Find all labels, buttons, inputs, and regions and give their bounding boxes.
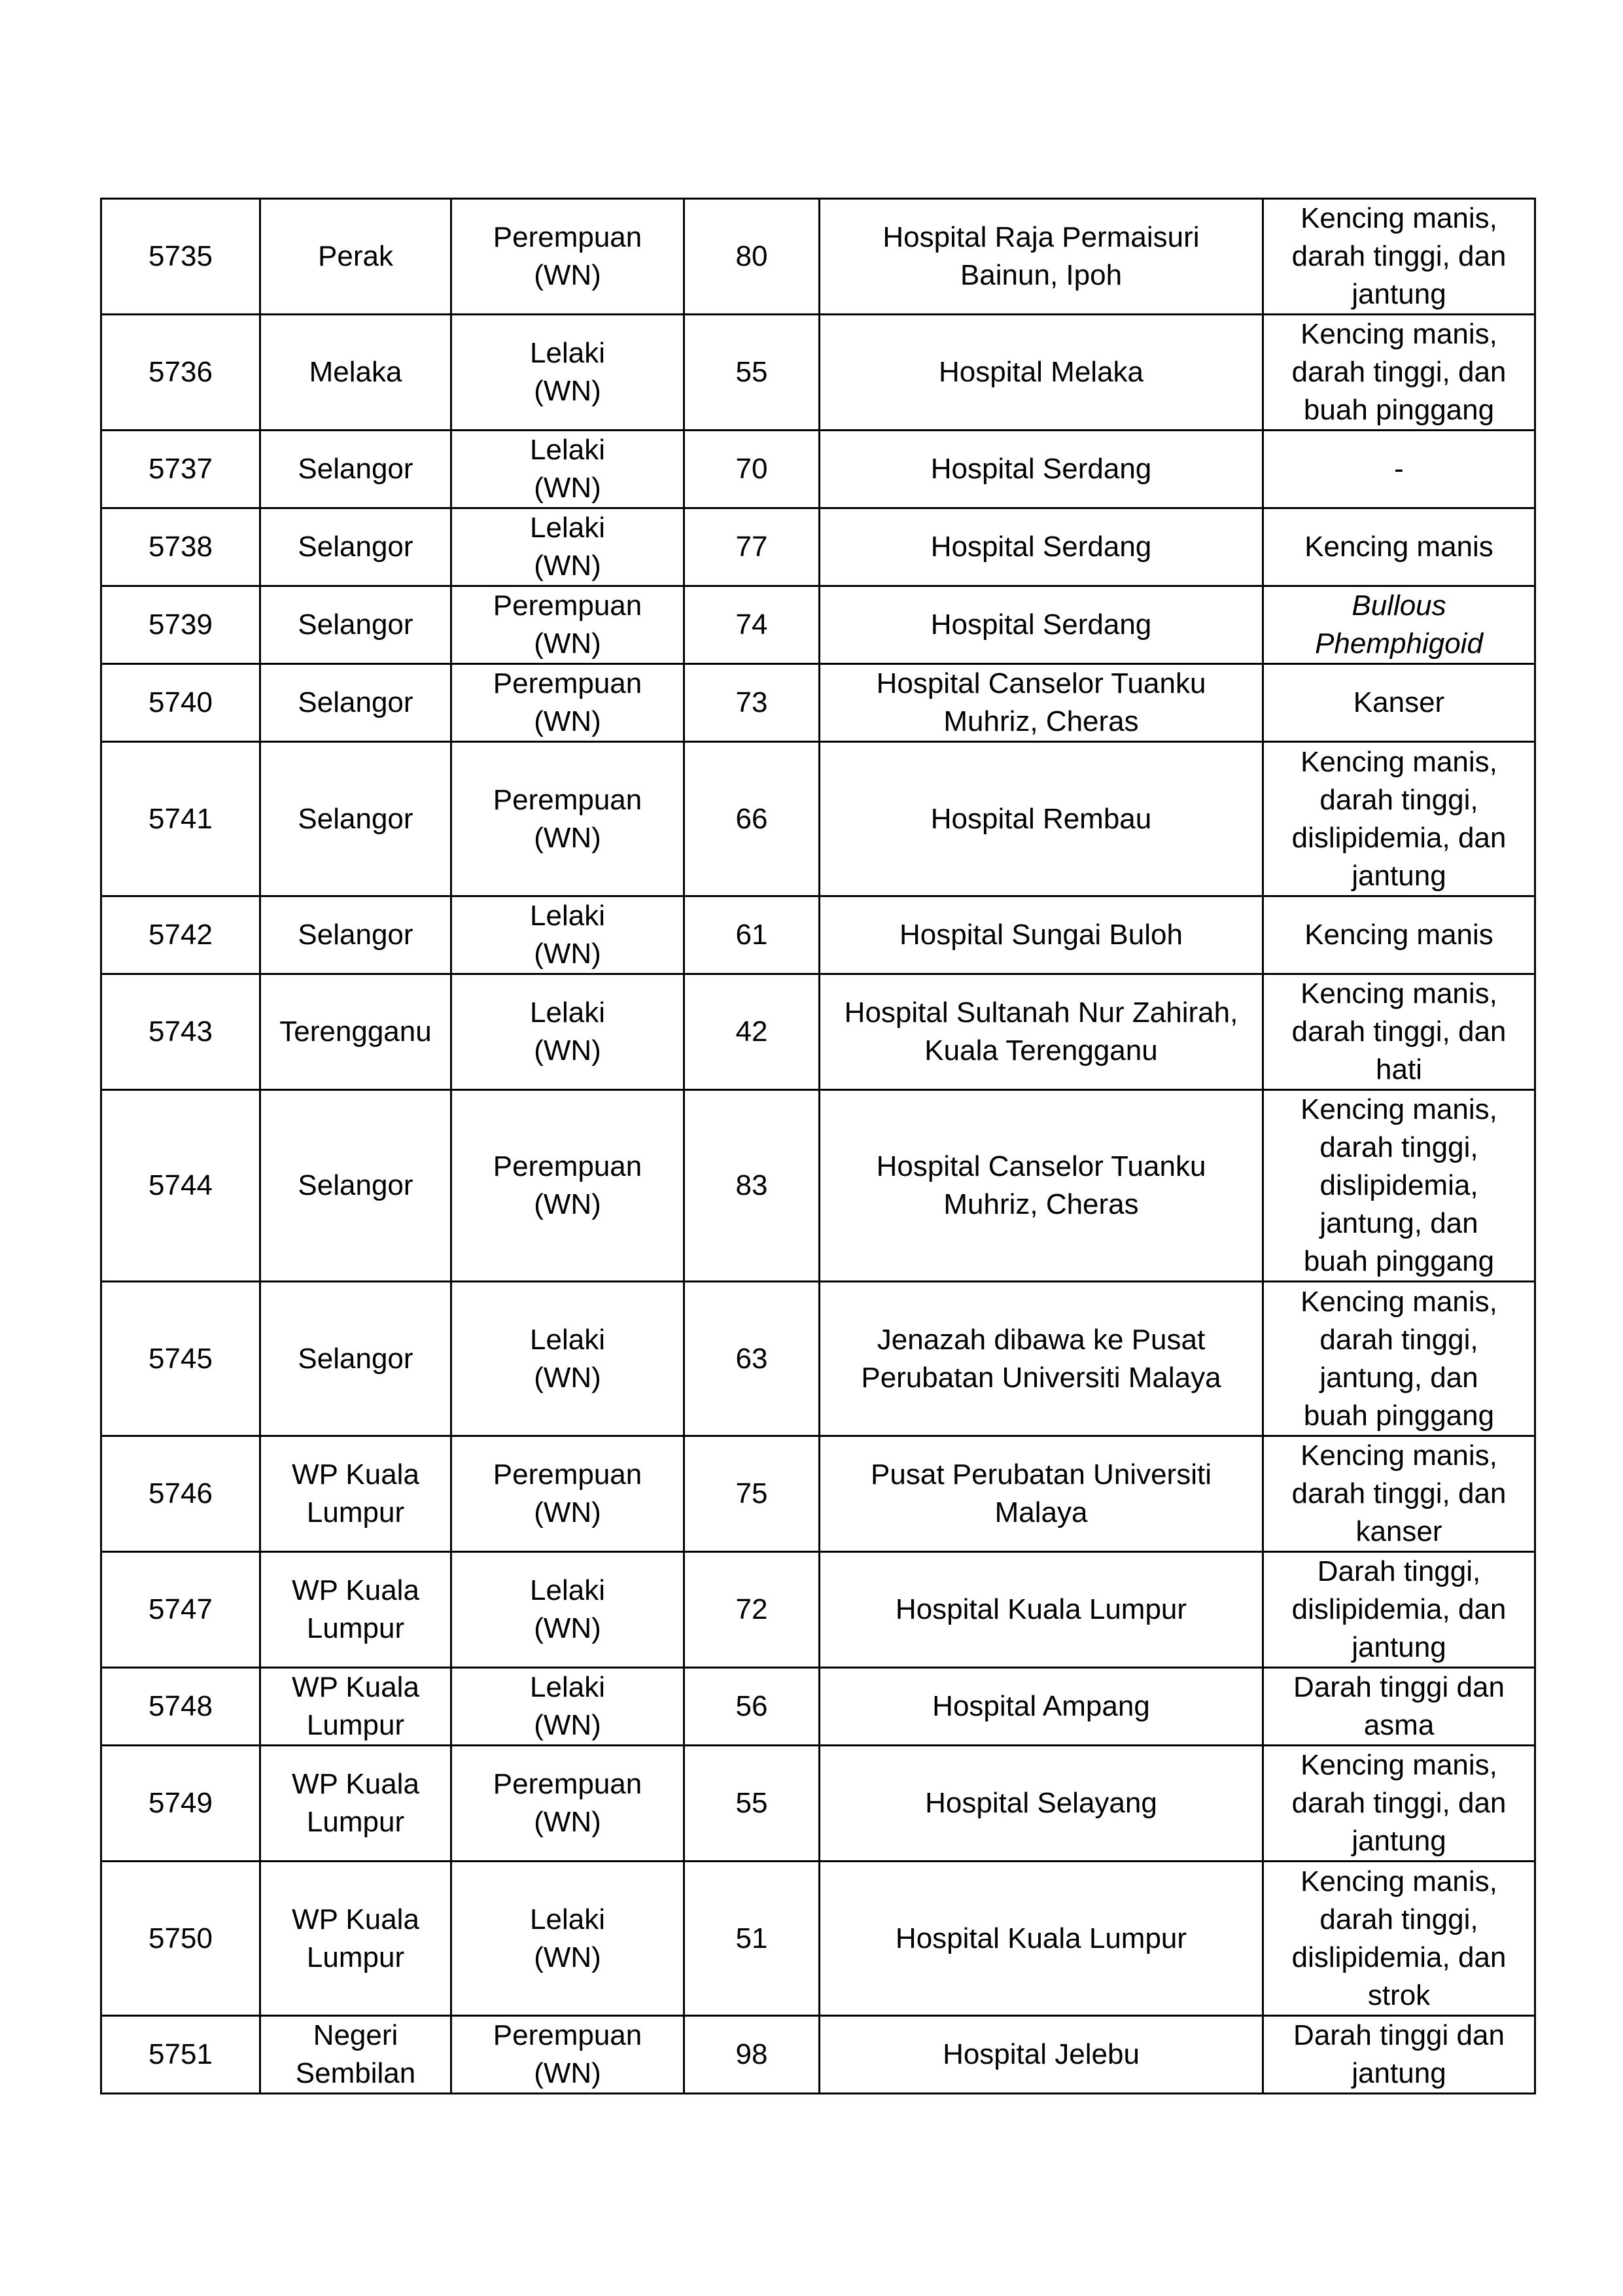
comorbidity-cell: Kencing manis, darah tinggi, dan hati xyxy=(1263,974,1535,1090)
state-cell: WP Kuala Lumpur xyxy=(260,1552,451,1668)
comorbidity-cell: Kencing manis, darah tinggi, dan jantung xyxy=(1263,199,1535,315)
comorbidity-cell: Kanser xyxy=(1263,664,1535,742)
gender-cell: Lelaki (WN) xyxy=(451,896,684,974)
place-of-death-cell: Jenazah dibawa ke Pusat Perubatan Universiti Malaya xyxy=(820,1282,1263,1436)
state-cell: Selangor xyxy=(260,1282,451,1436)
state-cell: Perak xyxy=(260,199,451,315)
table-row xyxy=(101,1746,1535,1862)
gender-cell: Lelaki (WN) xyxy=(451,1668,684,1746)
place-of-death-cell: Hospital Ampang xyxy=(820,1668,1263,1746)
table-row xyxy=(101,1668,1535,1746)
age-cell: 55 xyxy=(684,1746,820,1862)
comorbidity-cell: Kencing manis xyxy=(1263,896,1535,974)
gender-cell: Perempuan (WN) xyxy=(451,742,684,896)
case-number-cell: 5744 xyxy=(101,1090,260,1282)
case-number-cell: 5745 xyxy=(101,1282,260,1436)
table-row xyxy=(101,974,1535,1090)
table-row xyxy=(101,742,1535,896)
comorbidity-cell: Kencing manis xyxy=(1263,508,1535,586)
table-body xyxy=(101,199,1535,2094)
place-of-death-cell: Hospital Rembau xyxy=(820,742,1263,896)
case-number-cell: 5740 xyxy=(101,664,260,742)
age-cell: 73 xyxy=(684,664,820,742)
case-number-cell: 5747 xyxy=(101,1552,260,1668)
table-row xyxy=(101,1090,1535,1282)
case-number-cell: 5739 xyxy=(101,586,260,664)
table-row xyxy=(101,586,1535,664)
state-cell: Selangor xyxy=(260,896,451,974)
comorbidity-cell: Kencing manis, darah tinggi, dislipidemia, jantung, dan buah pinggang xyxy=(1263,1090,1535,1282)
comorbidity-cell: Darah tinggi dan jantung xyxy=(1263,2016,1535,2094)
age-cell: 70 xyxy=(684,431,820,508)
comorbidity-cell: Kencing manis, darah tinggi, dan jantung xyxy=(1263,1746,1535,1862)
case-number-cell: 5746 xyxy=(101,1436,260,1552)
table-row xyxy=(101,1282,1535,1436)
comorbidity-cell: Kencing manis, darah tinggi, dan kanser xyxy=(1263,1436,1535,1552)
case-number-cell: 5750 xyxy=(101,1862,260,2016)
place-of-death-cell: Hospital Serdang xyxy=(820,431,1263,508)
age-cell: 61 xyxy=(684,896,820,974)
case-number-cell: 5736 xyxy=(101,315,260,431)
state-cell: Selangor xyxy=(260,664,451,742)
state-cell: Selangor xyxy=(260,508,451,586)
case-number-cell: 5737 xyxy=(101,431,260,508)
table-row xyxy=(101,896,1535,974)
age-cell: 72 xyxy=(684,1552,820,1668)
case-number-cell: 5738 xyxy=(101,508,260,586)
age-cell: 56 xyxy=(684,1668,820,1746)
table-row xyxy=(101,2016,1535,2094)
gender-cell: Perempuan (WN) xyxy=(451,1436,684,1552)
table-row xyxy=(101,1552,1535,1668)
death-cases-table xyxy=(100,198,1536,2094)
place-of-death-cell: Hospital Selayang xyxy=(820,1746,1263,1862)
age-cell: 80 xyxy=(684,199,820,315)
age-cell: 98 xyxy=(684,2016,820,2094)
comorbidity-cell: - xyxy=(1263,431,1535,508)
table-row xyxy=(101,1436,1535,1552)
case-number-cell: 5742 xyxy=(101,896,260,974)
gender-cell: Lelaki (WN) xyxy=(451,315,684,431)
gender-cell: Perempuan (WN) xyxy=(451,1090,684,1282)
gender-cell: Lelaki (WN) xyxy=(451,1552,684,1668)
comorbidity-cell: Darah tinggi dan asma xyxy=(1263,1668,1535,1746)
age-cell: 75 xyxy=(684,1436,820,1552)
place-of-death-cell: Hospital Canselor Tuanku Muhriz, Cheras xyxy=(820,1090,1263,1282)
comorbidity-cell: Kencing manis, darah tinggi, jantung, dan buah pinggang xyxy=(1263,1282,1535,1436)
table-row xyxy=(101,199,1535,315)
state-cell: Melaka xyxy=(260,315,451,431)
gender-cell: Perempuan (WN) xyxy=(451,1746,684,1862)
state-cell: WP Kuala Lumpur xyxy=(260,1746,451,1862)
table-row xyxy=(101,1862,1535,2016)
place-of-death-cell: Hospital Sungai Buloh xyxy=(820,896,1263,974)
table-row xyxy=(101,664,1535,742)
comorbidity-cell: Kencing manis, darah tinggi, dislipidemia, dan jantung xyxy=(1263,742,1535,896)
case-number-cell: 5748 xyxy=(101,1668,260,1746)
state-cell: WP Kuala Lumpur xyxy=(260,1436,451,1552)
state-cell: WP Kuala Lumpur xyxy=(260,1668,451,1746)
place-of-death-cell: Hospital Kuala Lumpur xyxy=(820,1862,1263,2016)
gender-cell: Perempuan (WN) xyxy=(451,664,684,742)
age-cell: 66 xyxy=(684,742,820,896)
gender-cell: Perempuan (WN) xyxy=(451,199,684,315)
age-cell: 55 xyxy=(684,315,820,431)
case-number-cell: 5749 xyxy=(101,1746,260,1862)
comorbidity-cell: Darah tinggi, dislipidemia, dan jantung xyxy=(1263,1552,1535,1668)
age-cell: 63 xyxy=(684,1282,820,1436)
comorbidity-cell: Kencing manis, darah tinggi, dislipidemia, dan strok xyxy=(1263,1862,1535,2016)
gender-cell: Lelaki (WN) xyxy=(451,974,684,1090)
state-cell: Terengganu xyxy=(260,974,451,1090)
state-cell: Selangor xyxy=(260,742,451,896)
place-of-death-cell: Hospital Jelebu xyxy=(820,2016,1263,2094)
age-cell: 83 xyxy=(684,1090,820,1282)
state-cell: WP Kuala Lumpur xyxy=(260,1862,451,2016)
place-of-death-cell: Hospital Canselor Tuanku Muhriz, Cheras xyxy=(820,664,1263,742)
case-number-cell: 5743 xyxy=(101,974,260,1090)
gender-cell: Lelaki (WN) xyxy=(451,508,684,586)
case-number-cell: 5751 xyxy=(101,2016,260,2094)
place-of-death-cell: Hospital Serdang xyxy=(820,586,1263,664)
case-number-cell: 5741 xyxy=(101,742,260,896)
age-cell: 42 xyxy=(684,974,820,1090)
age-cell: 51 xyxy=(684,1862,820,2016)
place-of-death-cell: Hospital Kuala Lumpur xyxy=(820,1552,1263,1668)
place-of-death-cell: Hospital Melaka xyxy=(820,315,1263,431)
gender-cell: Perempuan (WN) xyxy=(451,586,684,664)
place-of-death-cell: Hospital Raja Permaisuri Bainun, Ipoh xyxy=(820,199,1263,315)
place-of-death-cell: Pusat Perubatan Universiti Malaya xyxy=(820,1436,1263,1552)
place-of-death-cell: Hospital Serdang xyxy=(820,508,1263,586)
age-cell: 74 xyxy=(684,586,820,664)
table-row xyxy=(101,508,1535,586)
table-row xyxy=(101,431,1535,508)
state-cell: Negeri Sembilan xyxy=(260,2016,451,2094)
age-cell: 77 xyxy=(684,508,820,586)
state-cell: Selangor xyxy=(260,1090,451,1282)
state-cell: Selangor xyxy=(260,586,451,664)
case-number-cell: 5735 xyxy=(101,199,260,315)
gender-cell: Lelaki (WN) xyxy=(451,431,684,508)
table-row xyxy=(101,315,1535,431)
comorbidity-cell: Kencing manis, darah tinggi, dan buah pinggang xyxy=(1263,315,1535,431)
gender-cell: Perempuan (WN) xyxy=(451,2016,684,2094)
gender-cell: Lelaki (WN) xyxy=(451,1862,684,2016)
gender-cell: Lelaki (WN) xyxy=(451,1282,684,1436)
comorbidity-cell: Bullous Phemphigoid xyxy=(1263,586,1535,664)
place-of-death-cell: Hospital Sultanah Nur Zahirah, Kuala Terengganu xyxy=(820,974,1263,1090)
state-cell: Selangor xyxy=(260,431,451,508)
